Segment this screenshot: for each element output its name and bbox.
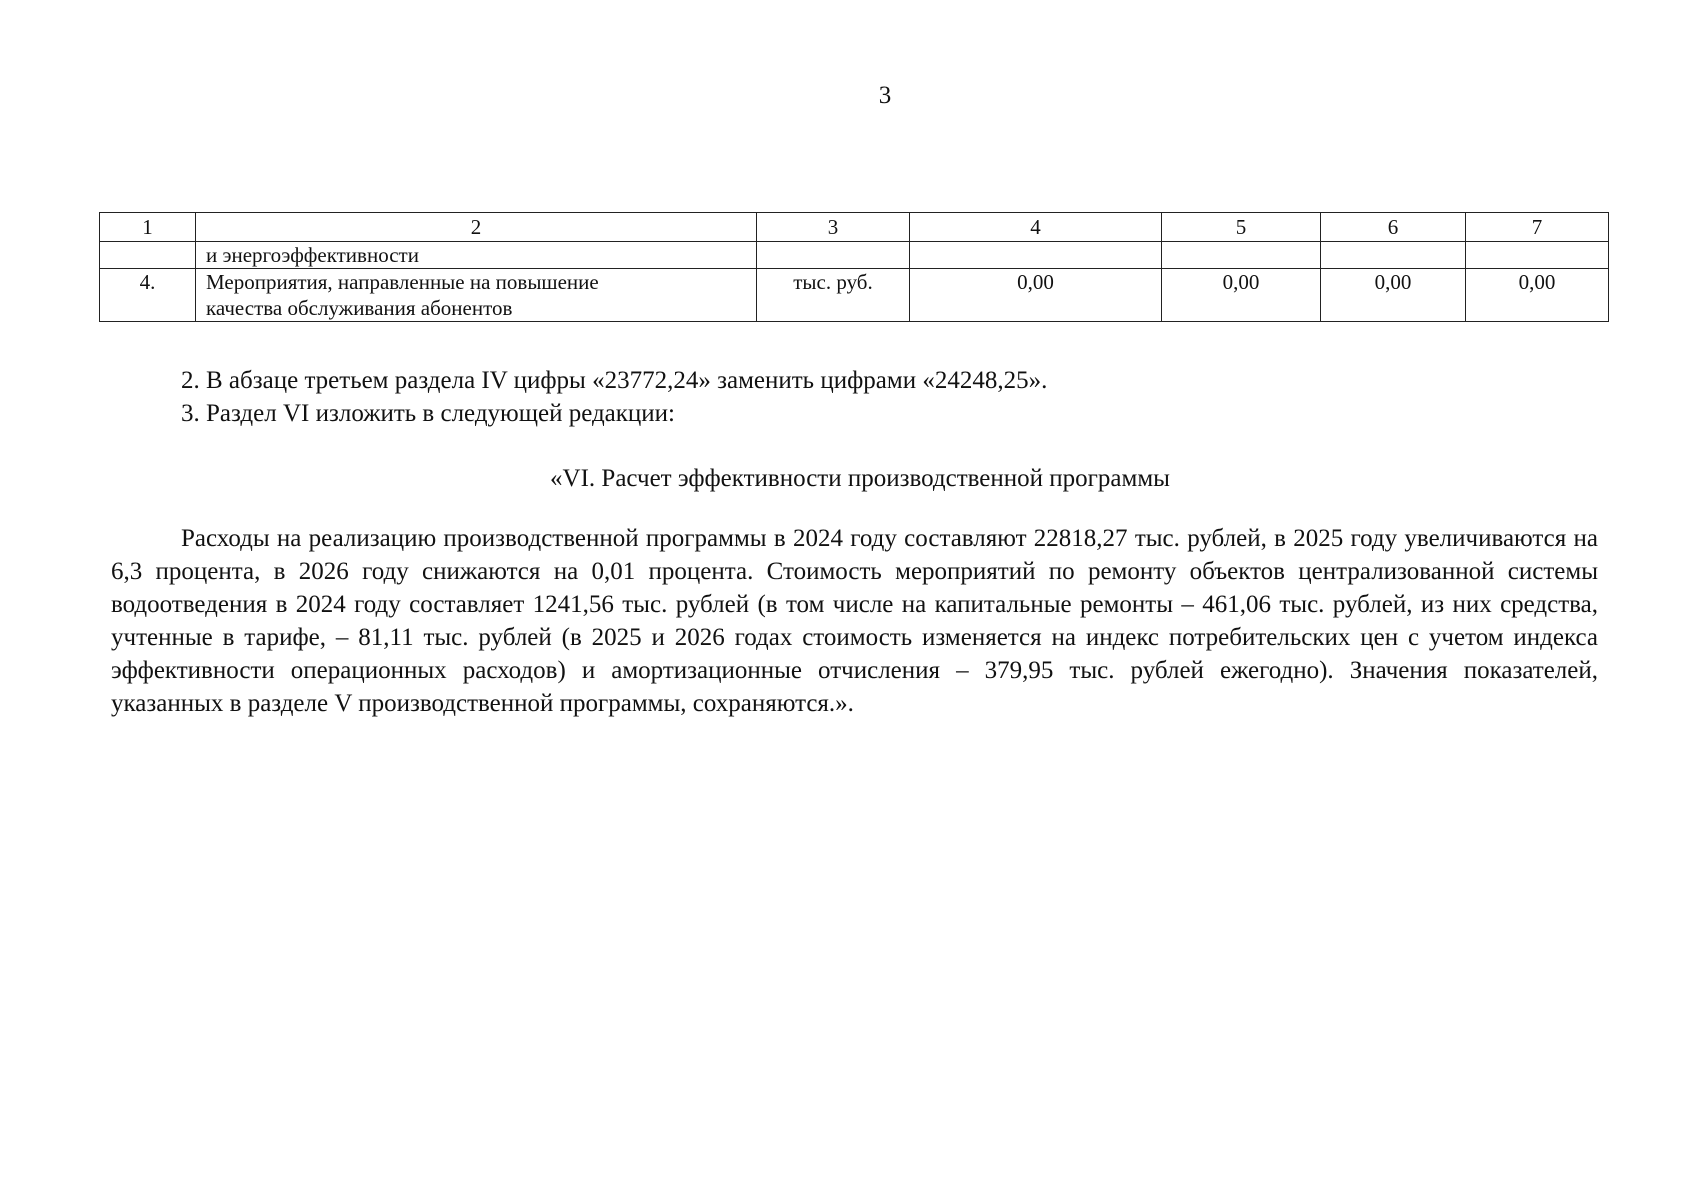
cell-value-4: 0,00 <box>910 269 1162 322</box>
column-number-2: 2 <box>196 213 757 242</box>
column-number-3: 3 <box>757 213 910 242</box>
cell-empty <box>1162 242 1321 269</box>
cell-value-5: 0,00 <box>1162 269 1321 322</box>
cell-value-6: 0,00 <box>1321 269 1466 322</box>
column-number-1: 1 <box>100 213 196 242</box>
table-row-4 <box>100 269 1609 322</box>
cell-empty <box>1466 242 1609 269</box>
cell-value-7: 0,00 <box>1466 269 1609 322</box>
column-number-4: 4 <box>910 213 1162 242</box>
table-header-row <box>100 213 1609 242</box>
page-number: 3 <box>878 82 892 109</box>
table-row-continuation <box>100 242 1609 269</box>
activity-name-line-1: Мероприятия, направленные на повышение <box>206 270 599 294</box>
cell-empty <box>1321 242 1466 269</box>
paragraph-item-3: 3. Раздел VI изложить в следующей редакции: <box>181 400 676 427</box>
column-number-7: 7 <box>1466 213 1609 242</box>
cell-empty <box>100 242 196 269</box>
activity-name-line-2: качества обслуживания абонентов <box>206 296 513 320</box>
cell-activity-name <box>196 269 757 322</box>
program-table <box>99 212 1609 322</box>
column-number-5: 5 <box>1162 213 1321 242</box>
cell-row-number: 4. <box>100 269 196 322</box>
cell-empty <box>910 242 1162 269</box>
column-number-6: 6 <box>1321 213 1466 242</box>
cell-unit: тыс. руб. <box>757 269 910 322</box>
cell-continuation-text: и энергоэффективности <box>196 242 757 269</box>
section-title: «VI. Расчет эффективности производственной программы <box>550 465 1170 492</box>
cell-empty <box>757 242 910 269</box>
body-paragraph: Расходы на реализацию производственной программы в 2024 году составляют 22818,27 тыс. рублей, в 2025 году увеличиваются на 6,3 процента, в 2026 году снижаются на 0,01 процента. Стоимость мероприятий по ремонту объектов централизованной системы водоотведения в 2024 году составляет 1241,56 тыс. рублей (в том числе на капитальные ремонты – 461,06 тыс. рублей, из них средства, учтенные в тарифе, – 81,11 тыс. рублей (в 2025 и 2026 годах стоимость изменяется на индекс потребительских цен с учетом индекса эффективности операционных расходов) и амортизационные отчисления – 379,95 тыс. рублей ежегодно). Значения показателей, указанных в разделе V производственной программы, сохраняются.». <box>111 525 1598 717</box>
paragraph-item-2: 2. В абзаце третьем раздела IV цифры «23772,24» заменить цифрами «24248,25». <box>181 367 1048 394</box>
